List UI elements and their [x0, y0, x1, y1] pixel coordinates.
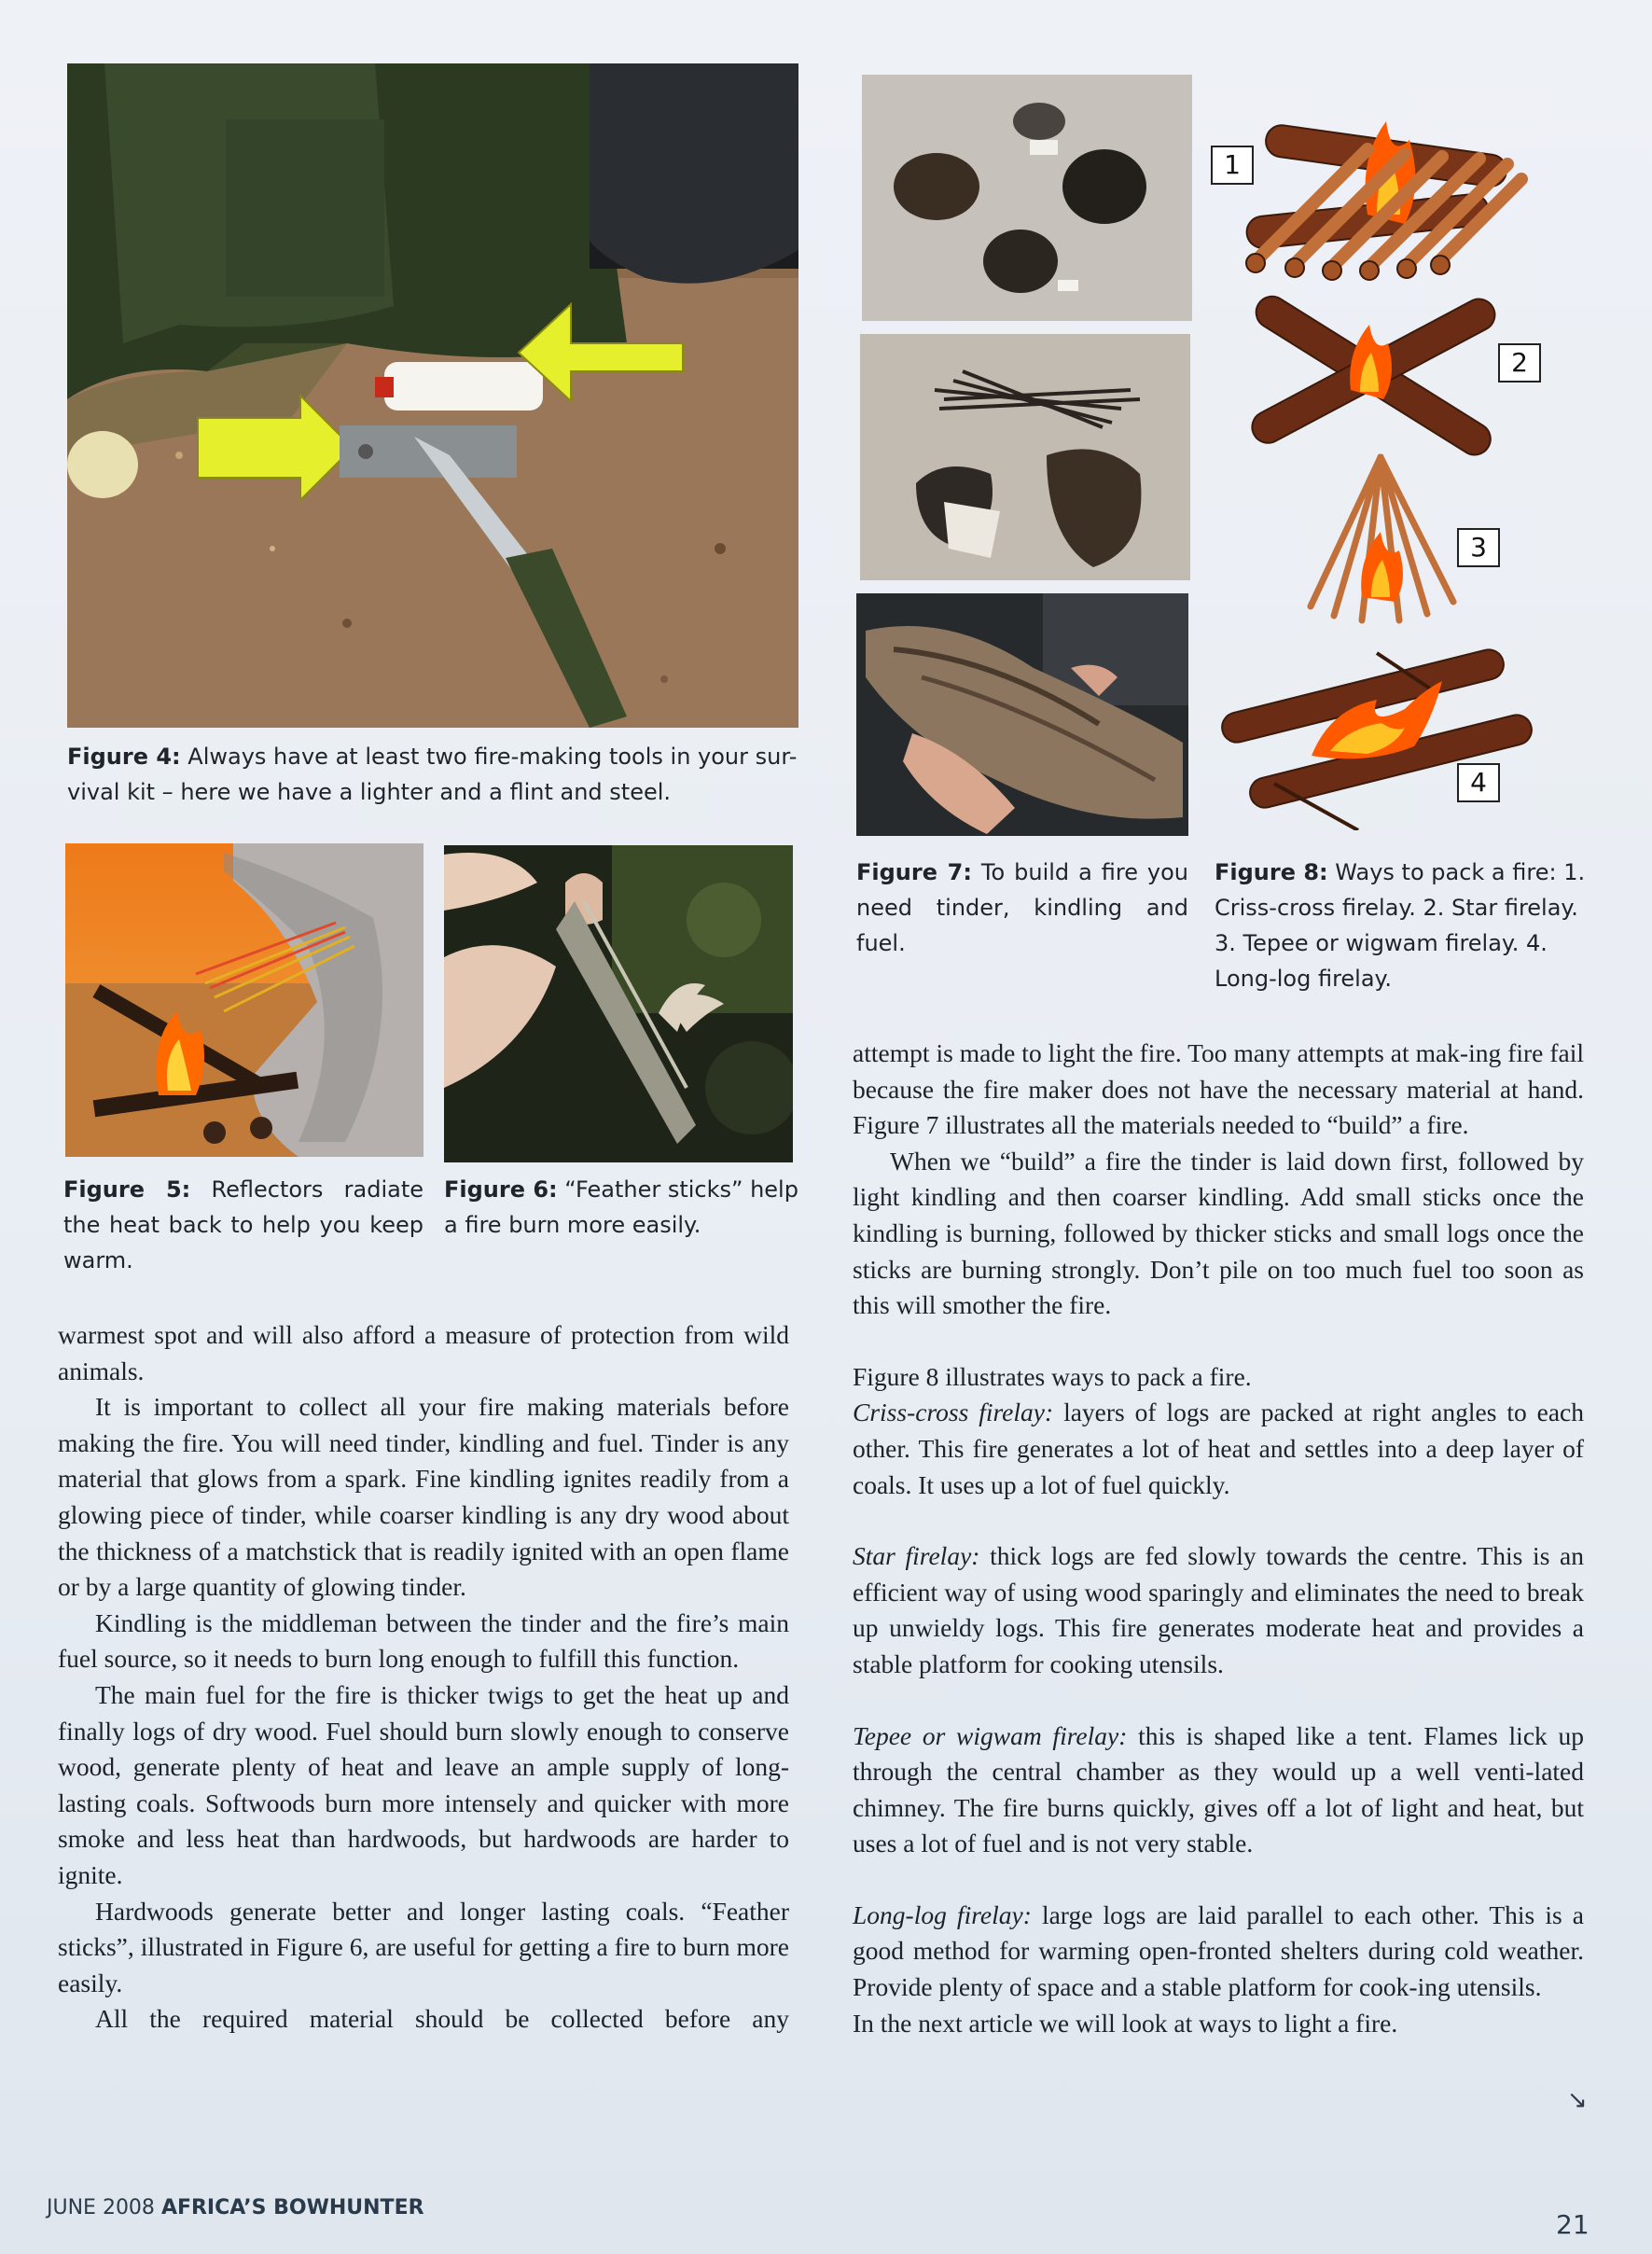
body-paragraph: warmest spot and will also afford a measure of protection from wild animals.: [58, 1320, 789, 1385]
figure-5-label: Figure 5:: [63, 1176, 191, 1203]
body-paragraph: Kindling is the middleman between the tinder and the fire’s main fuel source, so it needs to burn long enough to fulfill this function.: [58, 1607, 789, 1674]
figure-6-label: Figure 6:: [444, 1176, 558, 1203]
footer-publication: AFRICA’S BOWHUNTER: [160, 2196, 424, 2219]
closing-paragraph: [853, 2006, 1584, 2042]
end-of-article-icon: ↘: [1567, 2086, 1588, 2114]
figure-8-label: Figure 8:: [1215, 859, 1328, 885]
figure-5-diagram: [65, 843, 423, 1157]
body-paragraph: Figure 8 illustrates ways to pack a fire.: [853, 1361, 1252, 1391]
figure-4-photo: [67, 63, 798, 728]
long-log-term: Long-log firelay:: [853, 1899, 1032, 1929]
figure-7-caption: To build a fire you need tinder, kindling and fuel.: [856, 859, 1188, 956]
page-footer: [47, 2196, 424, 2219]
figure-8-caption: Ways to pack a fire: 1. Criss-cross firelay. 2. Star firelay. 3. Tepee or wigwam firelay. 4. Long-log firelay.: [1215, 859, 1586, 992]
footer-date: JUNE 2008: [47, 2196, 155, 2219]
body-paragraph: attempt is made to light the fire. Too many attempts at mak-ing fire fail because the fire maker does not have the necessary material at hand. Figure 7 illustrates all the materials needed to “build” a fire.: [853, 1038, 1584, 1140]
star-term: Star firelay:: [853, 1541, 980, 1571]
star-paragraph: [853, 1538, 1584, 1682]
body-paragraph: It is important to collect all your fire making materials before making the fire. You will need tinder, kindling and fuel. Tinder is any material that glows from a spark. Fine kindling ignites readily from a glowing piece of tinder, while coarser kindling is any dry wood about the thickness of a matchstick that is readily ignited with an open flame or by a large quantity of glowing tinder.: [58, 1392, 789, 1602]
body-paragraph: When we “build” a fire the tinder is laid down first, followed by light kindling and then coarser kindling. Add small sticks once the kindling is burning, followed by thicker sticks and small logs once the sticks are burning strongly. Don’t pile on too much fuel too soon as this will smother the fire.: [853, 1146, 1584, 1320]
body-paragraph: Hardwoods generate better and longer lasting coals. “Feather sticks”, illustrated in Figure 6, are useful for getting a fire to burn more easily.: [58, 1896, 789, 1997]
figure-7-label: Figure 7:: [856, 859, 972, 885]
figure-8-long-log-diagram: [1218, 644, 1535, 830]
diagram-number-4: 4: [1457, 763, 1500, 802]
right-column: [853, 1036, 1584, 2041]
tepee-term: Tepee or wigwam firelay:: [853, 1720, 1128, 1750]
long-log-text: large logs are laid parallel to each other. This is a good method for warming open-fronted shelters during cold weather. Provide plenty of space and a stable platform for cook-ing utensils.: [853, 1899, 1584, 2002]
diagram-number-1: 1: [1211, 146, 1254, 185]
diagram-number-2: 2: [1498, 343, 1541, 383]
figure-8-star-diagram: [1229, 287, 1509, 465]
long-log-paragraph: [853, 1898, 1584, 2006]
body-paragraph: The main fuel for the fire is thicker twigs to get the heat up and finally logs of dry wood. Fuel should burn slowly enough to conserve wood, generate plenty of heat and leave an ample supply of long-lasting coals. Softwoods burn more intensely and quicker with more smoke and less heat than hardwoods, but hardwoods are harder to ignite.: [58, 1679, 789, 1889]
closing-text: In the next article we will look at ways to light a fire.: [853, 2008, 1398, 2038]
figure-6-caption: “Feather sticks” help a fire burn more easily.: [444, 1176, 798, 1238]
figure-8-criss-cross-diagram: [1228, 103, 1535, 289]
figure-5-caption: Reflectors radiate the heat back to help you keep warm.: [63, 1176, 423, 1273]
diagram-number-3: 3: [1457, 528, 1500, 567]
figure-7-photo-kindling: [860, 334, 1190, 580]
criss-cross-term: Criss-cross firelay:: [853, 1398, 1054, 1427]
tepee-text: this is shaped like a tent. Flames lick up through the central chamber as they would up a well venti-lated chimney. The fire burns quickly, gives off a lot of light and heat, but uses a lot of fuel and is not very stable.: [853, 1720, 1584, 1858]
figure-8-tepee-diagram: [1297, 448, 1465, 625]
figure-4-caption: Always have at least two fire-making tools in your sur-vival kit – here we have a lighter and a flint and steel.: [67, 744, 798, 805]
tepee-paragraph: [853, 1718, 1584, 1862]
star-text: thick logs are fed slowly towards the centre. This is an efficient way of using wood sparingly and eliminates the need to break up unwieldy logs. This fire generates moderate heat and provides a stable platform for cooking utensils.: [853, 1541, 1585, 1678]
page-number: 21: [1556, 2209, 1590, 2240]
figure-4-label: Figure 4:: [67, 744, 181, 770]
figure-7-photo-tinder: [862, 75, 1192, 321]
criss-cross-paragraph: [853, 1395, 1584, 1503]
figure-7-photo-fuel: [856, 593, 1188, 836]
criss-cross-text: layers of logs are packed at right angles to each other. This fire generates a lot of heat and settles into a deep layer of coals. It uses up a lot of fuel quickly.: [853, 1398, 1584, 1499]
body-paragraph: All the required material should be collected before any: [95, 2004, 789, 2034]
figure-6-photo: [444, 845, 793, 1162]
left-column: [58, 1317, 789, 2038]
